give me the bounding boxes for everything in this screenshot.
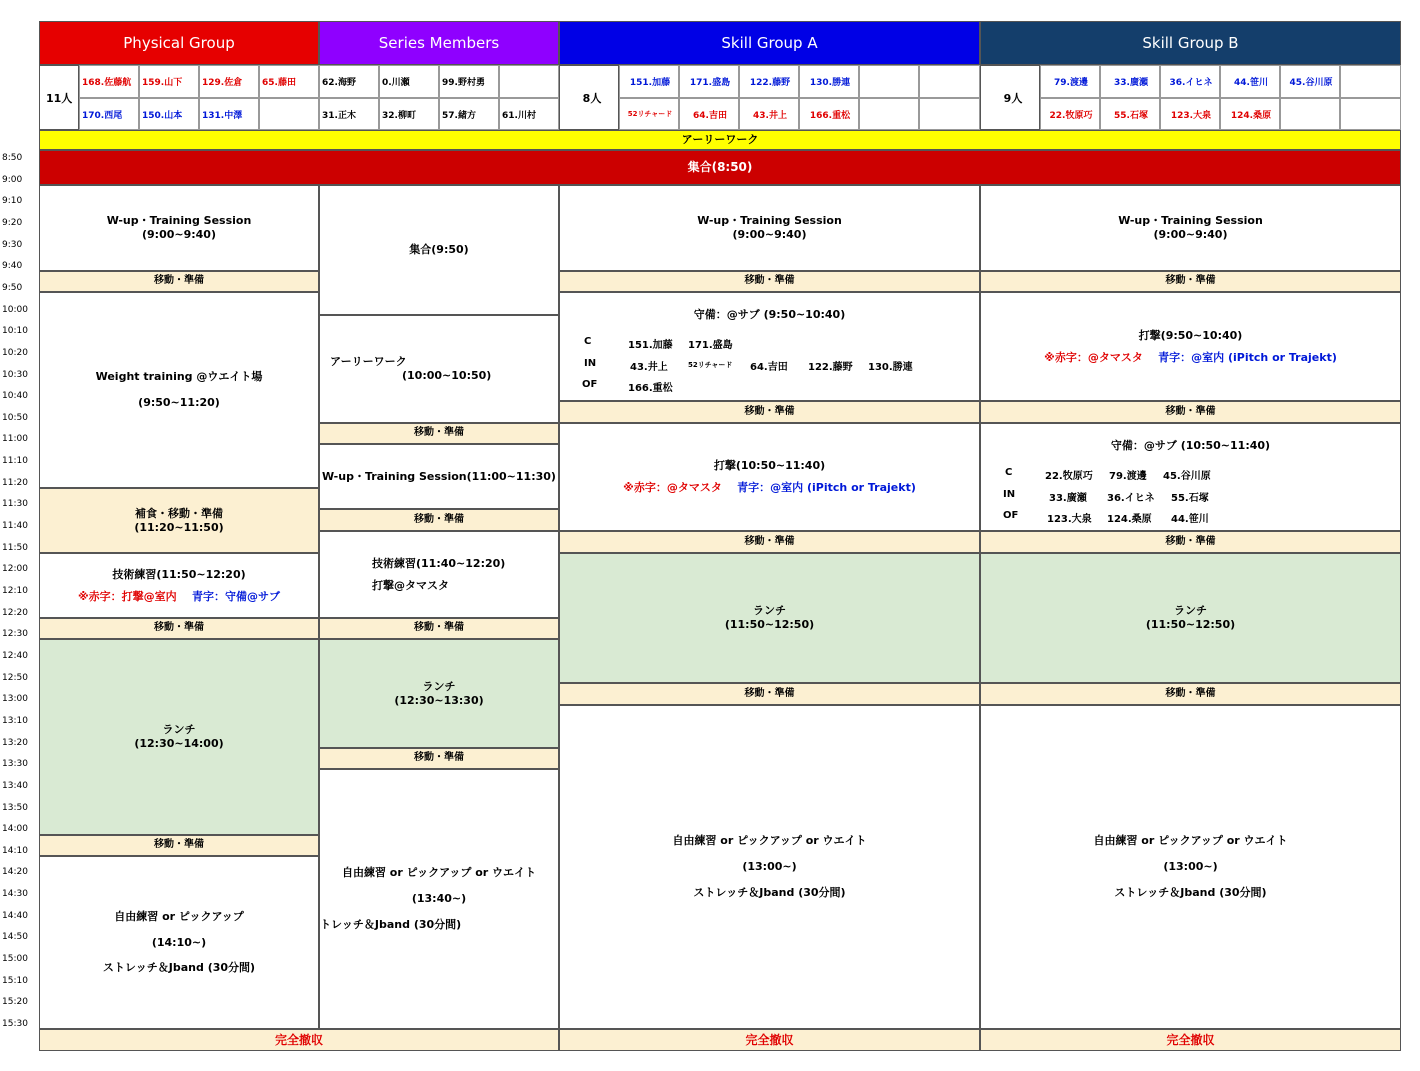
roster-cell: 57.緒方 — [439, 98, 499, 130]
roster-cell: 31.正木 — [319, 98, 379, 130]
skill-a-wup — [559, 185, 980, 271]
move-label: 移動・準備 — [414, 622, 464, 634]
position-label: C — [1005, 467, 1013, 478]
blue-note: 青字：守備@サブ — [192, 589, 281, 603]
player-name: 55.石塚 — [1171, 493, 1209, 504]
time-label: 15:20 — [2, 997, 28, 1008]
physical-snack — [39, 488, 319, 553]
roster-cell: 44.笹川 — [1220, 65, 1280, 98]
roster-cell: 79.渡邊 — [1040, 65, 1100, 98]
player-name: 79.渡邊 — [1109, 471, 1147, 482]
roster-cell — [499, 65, 559, 98]
series-tech-practice — [319, 531, 559, 618]
player-name: 36.イヒネ — [1107, 493, 1155, 504]
time-label: 10:00 — [2, 304, 28, 315]
time-label: 14:00 — [2, 824, 28, 835]
header-series-members — [319, 21, 559, 65]
session-time: (9:50~11:20) — [138, 396, 220, 409]
cleanup-label: 完全撤収 — [745, 1032, 794, 1047]
roster-cell — [859, 98, 919, 130]
blue-note: 青字：@室内 (iPitch or Trajekt) — [737, 481, 916, 494]
count-label: 8人 — [582, 91, 602, 105]
roster-cell — [1340, 98, 1401, 130]
session-title: 自由練習 or ピックアップ — [114, 909, 244, 923]
roster-cell: 55.石塚 — [1100, 98, 1160, 130]
roster-cell: 131.中澤 — [199, 98, 259, 130]
time-label: 12:20 — [2, 607, 28, 618]
move-label: 移動・準備 — [414, 513, 464, 525]
skill-a-batting — [559, 423, 980, 531]
roster-cell: 123.大泉 — [1160, 98, 1220, 130]
roster-cell: 124.桑原 — [1220, 98, 1280, 130]
time-label: 10:30 — [2, 369, 28, 380]
time-label: 8:50 — [2, 153, 23, 163]
physical-move-2 — [39, 618, 319, 639]
time-label: 14:30 — [2, 889, 28, 900]
skill-b-final-cleanup — [980, 1029, 1401, 1051]
cleanup-label: 完全撤収 — [274, 1032, 323, 1047]
session-title: ランチ — [162, 723, 196, 737]
physical-move-1 — [39, 271, 319, 292]
time-label: 12:00 — [2, 564, 28, 575]
session-title: アーリーワーク — [330, 355, 407, 369]
header-skill-group-b — [980, 21, 1401, 65]
move-label: 移動・準備 — [1165, 275, 1216, 287]
move-label: 移動・準備 — [414, 427, 464, 439]
roster-cell: 166.重松 — [799, 98, 859, 130]
count-label: 11人 — [46, 91, 73, 105]
skill-b-free-practice — [980, 705, 1401, 1029]
count-physical — [39, 65, 79, 130]
session-sub: 打撃@タマスタ — [372, 578, 449, 592]
time-label: 14:10 — [2, 845, 28, 856]
time-label: 13:40 — [2, 780, 28, 791]
roster-cell — [259, 98, 319, 130]
series-move-4 — [319, 748, 559, 769]
player-name: 166.重松 — [628, 383, 673, 394]
time-label: 9:00 — [2, 174, 23, 185]
session-title: ランチ — [753, 604, 786, 618]
session-title: 打撃(10:50~11:40) — [713, 459, 826, 473]
player-name: 43.井上 — [630, 362, 668, 373]
series-lunch — [319, 639, 559, 748]
roster-cell: 159.山下 — [139, 65, 199, 98]
player-name: 123.大泉 — [1047, 514, 1092, 525]
physical-final-cleanup — [39, 1029, 559, 1051]
skill-a-move-1 — [559, 271, 980, 292]
session-time: (11:50~12:50) — [724, 618, 815, 631]
skill-b-move-1 — [980, 271, 1401, 292]
move-label: 移動・準備 — [154, 622, 204, 634]
session-title: 自由練習 or ピックアップ or ウエイト — [672, 834, 867, 848]
skill-b-defense — [980, 423, 1401, 531]
roster-cell — [1340, 65, 1401, 98]
roster-cell: 52リチャード — [619, 98, 679, 130]
time-label: 11:00 — [2, 434, 28, 445]
roster-cell: 151.加藤 — [619, 65, 679, 98]
position-label: IN — [584, 358, 597, 369]
roster-cell: 32.柳町 — [379, 98, 439, 130]
roster-cell: 64.吉田 — [679, 98, 739, 130]
time-label: 15:00 — [2, 954, 28, 965]
time-label: 11:50 — [2, 542, 28, 553]
player-name: 130.勝連 — [868, 362, 913, 373]
series-move-2 — [319, 509, 559, 531]
session-title: ランチ — [1174, 604, 1207, 618]
session-time: (9:00~9:40) — [142, 228, 216, 241]
session-title: ランチ — [422, 679, 456, 693]
session-time: (9:00~9:40) — [1153, 228, 1228, 241]
session-time: (12:30~14:00) — [134, 737, 224, 750]
time-label: 10:50 — [2, 412, 28, 423]
skill-b-move-2 — [980, 401, 1401, 423]
move-label: 移動・準備 — [1165, 687, 1216, 699]
player-name: 151.加藤 — [628, 340, 673, 351]
header-skill-group-a — [559, 21, 980, 65]
skill-b-wup — [980, 185, 1401, 271]
session-title: 自由練習 or ピックアップ or ウエイト — [1093, 834, 1288, 848]
series-free-practice — [319, 769, 559, 1029]
roster-cell: 150.山本 — [139, 98, 199, 130]
session-title: 補食・移動・準備 — [135, 506, 223, 520]
banner-label: アーリーワーク — [681, 133, 759, 147]
time-label: 10:40 — [2, 391, 28, 402]
session-title: 打撃(9:50~10:40) — [1138, 328, 1243, 342]
banner-label: 集合(8:50) — [687, 160, 753, 174]
time-label: 11:10 — [2, 456, 28, 467]
move-label: 移動・準備 — [154, 275, 204, 287]
roster-cell: 43.井上 — [739, 98, 799, 130]
move-label: 移動・準備 — [1165, 535, 1216, 547]
time-label: 11:20 — [2, 477, 28, 488]
header-physical-group — [39, 21, 319, 65]
player-name: 52リチャード — [688, 361, 733, 369]
player-name: 64.吉田 — [750, 362, 788, 373]
physical-free-practice — [39, 856, 319, 1029]
time-label: 10:10 — [2, 326, 28, 337]
time-label: 9:40 — [2, 261, 23, 272]
roster-cell: 61.川村 — [499, 98, 559, 130]
physical-wup — [39, 185, 319, 271]
skill-a-lunch — [559, 553, 980, 683]
roster-cell — [1280, 98, 1340, 130]
series-gather — [319, 185, 559, 315]
time-label: 15:30 — [2, 1019, 28, 1029]
time-label: 13:50 — [2, 802, 28, 813]
time-label: 9:20 — [2, 217, 23, 228]
roster-cell — [919, 65, 980, 98]
skill-a-move-3 — [559, 531, 980, 553]
player-name: 44.笹川 — [1171, 514, 1209, 525]
physical-weight-training — [39, 292, 319, 488]
series-move-3 — [319, 618, 559, 639]
time-label: 13:00 — [2, 694, 28, 705]
count-label: 9人 — [1003, 91, 1023, 105]
roster-cell: 65.藤田 — [259, 65, 319, 98]
gather-banner — [39, 150, 1401, 185]
skill-a-move-4 — [559, 683, 980, 705]
session-title: W-up・Training Session — [1118, 214, 1263, 228]
time-label: 12:10 — [2, 586, 28, 596]
skill-a-move-2 — [559, 401, 980, 423]
session-time: (11:50~12:50) — [1145, 618, 1236, 631]
physical-move-3 — [39, 835, 319, 856]
time-label: 9:10 — [2, 196, 23, 207]
player-name: 33.廣瀬 — [1049, 493, 1087, 504]
session-title: W-up・Training Session — [697, 214, 842, 228]
skill-b-batting — [980, 292, 1401, 401]
time-label: 10:20 — [2, 347, 28, 358]
roster-cell: 36.イヒネ — [1160, 65, 1220, 98]
roster-cell — [859, 65, 919, 98]
roster-cell: 99.野村勇 — [439, 65, 499, 98]
session-title: W-up・Training Session — [106, 214, 252, 228]
time-label: 13:30 — [2, 759, 28, 770]
physical-tech-practice — [39, 553, 319, 618]
player-name: 122.藤野 — [808, 362, 853, 373]
stretch-note: ストレッチ＆Jband (30分間) — [102, 961, 256, 975]
blue-note: 青字：@室内 (iPitch or Trajekt) — [1158, 350, 1337, 364]
player-name: 22.牧原巧 — [1045, 471, 1093, 482]
move-label: 移動・準備 — [1165, 405, 1216, 417]
move-label: 移動・準備 — [744, 687, 795, 699]
session-time: (13:40~) — [411, 892, 467, 906]
series-early-work — [319, 315, 559, 423]
group-title: Skill Group A — [721, 34, 818, 52]
count-skill-a — [559, 65, 619, 130]
roster-cell: 22.牧原巧 — [1040, 98, 1100, 130]
roster-cell: 129.佐倉 — [199, 65, 259, 98]
skill-a-free-practice — [559, 705, 980, 1029]
session-title: 守備：@サブ (9:50~10:40) — [693, 308, 846, 321]
session-title: 守備：@サブ (10:50~11:40) — [1110, 439, 1271, 452]
session-title: Weight training @ウエイト場 — [95, 370, 263, 384]
skill-b-move-4 — [980, 683, 1401, 705]
time-label: 14:20 — [2, 867, 28, 878]
series-wup — [319, 444, 559, 509]
stretch-note: トレッチ＆Jband (30分間) — [320, 917, 462, 931]
session-time: (12:30~13:30) — [394, 693, 484, 707]
time-label: 11:30 — [2, 499, 28, 510]
time-label: 12:40 — [2, 650, 28, 661]
time-label: 12:30 — [2, 629, 28, 640]
move-label: 移動・準備 — [414, 752, 464, 764]
session-title: 集合(9:50) — [409, 243, 469, 257]
roster-cell: 168.佐藤航 — [79, 65, 139, 98]
skill-a-final-cleanup — [559, 1029, 980, 1051]
red-note: ※赤字：@タマスタ — [1044, 350, 1143, 364]
roster-cell: 130.勝連 — [799, 65, 859, 98]
cleanup-label: 完全撤収 — [1166, 1032, 1215, 1047]
player-name: 124.桑原 — [1107, 514, 1152, 525]
roster-cell: 62.海野 — [319, 65, 379, 98]
session-title: 自由練習 or ピックアップ or ウエイト — [341, 866, 537, 880]
move-label: 移動・準備 — [744, 275, 795, 287]
time-label: 9:50 — [2, 282, 23, 293]
player-name: 45.谷川原 — [1163, 471, 1211, 482]
time-label: 11:40 — [2, 521, 28, 532]
skill-b-lunch — [980, 553, 1401, 683]
session-time: (9:00~9:40) — [732, 228, 807, 241]
position-label: IN — [1003, 489, 1016, 500]
session-time: (10:00~10:50) — [402, 369, 492, 382]
position-label: OF — [1003, 510, 1019, 521]
time-label: 9:30 — [2, 239, 23, 250]
early-work-banner — [39, 130, 1401, 150]
session-time: (14:10~) — [151, 935, 207, 949]
stretch-note: ストレッチ＆Jband (30分間) — [693, 885, 846, 899]
roster-cell: 171.盛島 — [679, 65, 739, 98]
roster-cell: 122.藤野 — [739, 65, 799, 98]
group-title: Series Members — [378, 34, 500, 52]
move-label: 移動・準備 — [744, 535, 795, 547]
red-note: ※赤字：@タマスタ — [623, 481, 722, 494]
count-skill-b — [980, 65, 1040, 130]
time-label: 13:10 — [2, 715, 28, 726]
skill-a-defense — [559, 292, 980, 401]
group-title: Physical Group — [123, 34, 235, 52]
session-title: W-up・Training Session(11:00~11:30) — [322, 469, 556, 483]
series-move-1 — [319, 423, 559, 444]
stretch-note: ストレッチ＆Jband (30分間) — [1114, 885, 1267, 899]
roster-cell: 33.廣瀬 — [1100, 65, 1160, 98]
time-label: 12:50 — [2, 672, 28, 683]
player-name: 171.盛島 — [688, 340, 733, 351]
roster-cell — [919, 98, 980, 130]
session-title: 技術練習(11:40~12:20) — [372, 556, 506, 570]
skill-b-move-3 — [980, 531, 1401, 553]
roster-cell: 0.川瀬 — [379, 65, 439, 98]
time-label: 15:10 — [2, 975, 28, 986]
red-note: ※赤字：打撃@室内 — [77, 589, 177, 603]
session-title: 技術練習(11:50~12:20) — [112, 567, 246, 581]
group-title: Skill Group B — [1142, 34, 1239, 52]
physical-lunch — [39, 639, 319, 835]
time-label: 14:40 — [2, 910, 28, 921]
roster-cell: 45.谷川原 — [1280, 65, 1340, 98]
time-label: 13:20 — [2, 737, 28, 748]
position-label: OF — [582, 379, 598, 390]
time-label: 14:50 — [2, 932, 28, 943]
session-time: (13:00~) — [1163, 860, 1218, 874]
move-label: 移動・準備 — [154, 839, 204, 851]
roster-cell: 170.西尾 — [79, 98, 139, 130]
session-time: (13:00~) — [742, 860, 797, 874]
move-label: 移動・準備 — [744, 405, 795, 417]
position-label: C — [584, 336, 592, 347]
session-time: (11:20~11:50) — [134, 520, 224, 534]
